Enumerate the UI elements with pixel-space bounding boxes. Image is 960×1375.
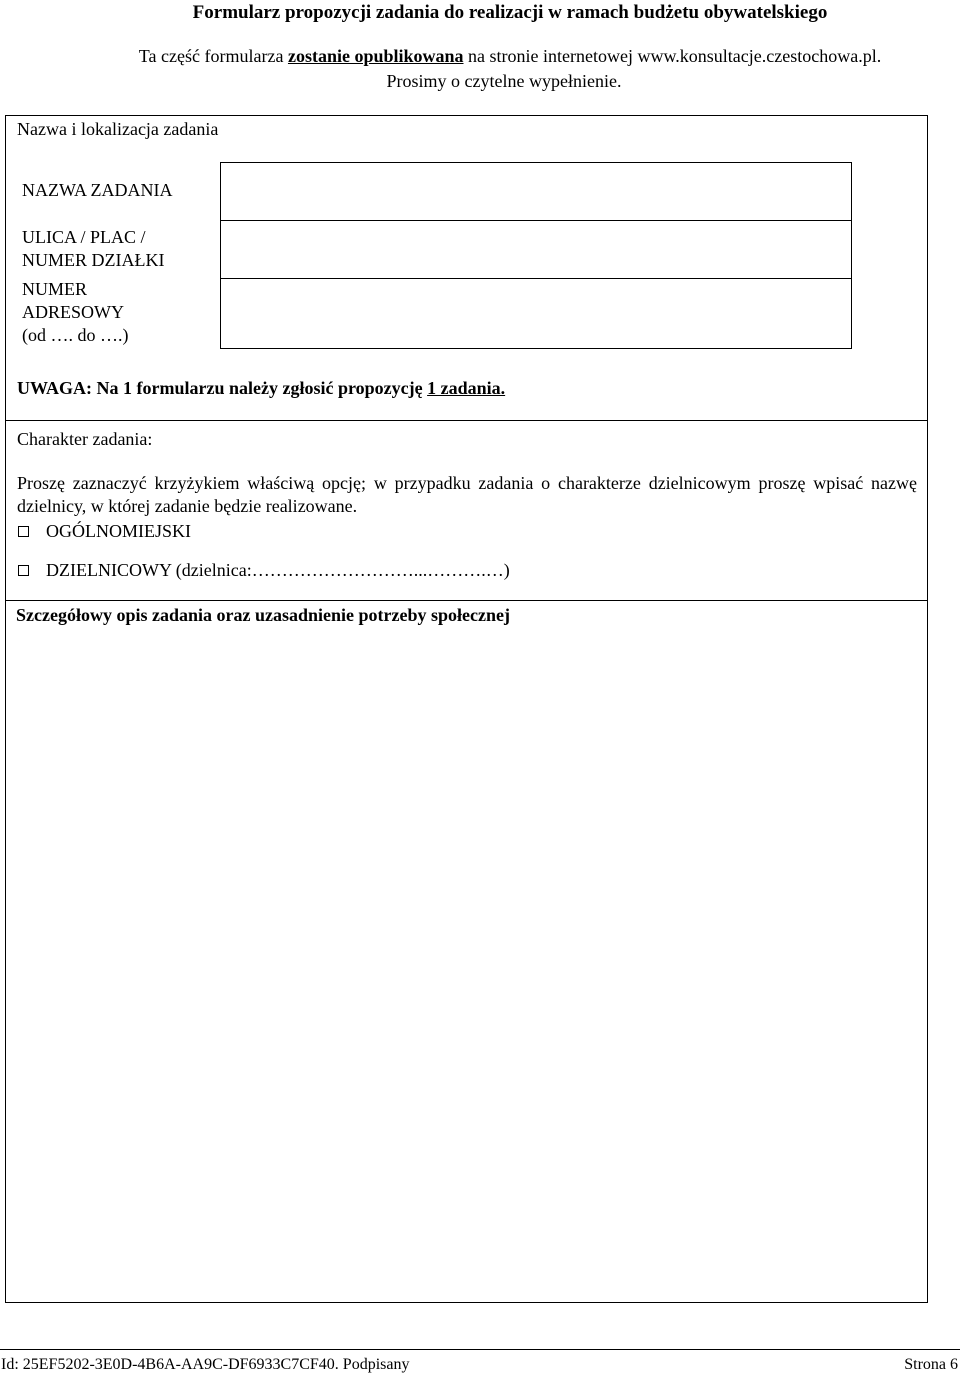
- footer-divider: [0, 1349, 960, 1350]
- address-number-label-line2: ADRESOWY: [22, 302, 124, 322]
- form-title: Formularz propozycji zadania do realizacji w ramach budżetu obywatelskiego: [192, 2, 828, 23]
- character-instructions: Proszę zaznaczyć krzyżykiem właściwą opcję; w przypadku zadania o charakterze dzielnicowym proszę wpisać nazwę dzielnicy, w której zadanie będzie realizowane.: [17, 473, 917, 516]
- page-number: Strona 6: [904, 1356, 958, 1373]
- option-district[interactable]: [17, 559, 510, 581]
- location-table: [14, 162, 852, 349]
- district-checkbox[interactable]: [18, 565, 29, 576]
- address-number-label: [14, 278, 220, 350]
- street-plot-field[interactable]: [220, 220, 852, 279]
- district-label: DZIELNICOWY (dzielnica:………………………...……….…): [46, 560, 510, 580]
- task-name-label: NAZWA ZADANIA: [22, 180, 173, 200]
- character-section-label: Charakter zadania:: [17, 429, 153, 449]
- citywide-checkbox[interactable]: [18, 526, 29, 537]
- publication-notice-prefix: Ta część formularza: [138, 46, 288, 66]
- option-citywide[interactable]: [17, 520, 191, 542]
- address-number-label-line3: (od …. do ….): [22, 325, 129, 345]
- one-task-warning: [17, 377, 505, 399]
- address-number-label-line1: NUMER: [22, 279, 88, 299]
- description-field[interactable]: [6, 632, 926, 1300]
- citywide-label: OGÓLNOMIEJSKI: [46, 521, 191, 541]
- description-section-label: Szczegółowy opis zadania oraz uzasadnienie potrzeby społecznej: [16, 605, 510, 625]
- publication-notice-suffix: na stronie internetowej www.konsultacje.czestochowa.pl.: [463, 46, 882, 66]
- one-task-warning-emphasis: 1 zadania.: [427, 378, 506, 398]
- task-name-field[interactable]: [220, 162, 852, 221]
- street-plot-label-line2: NUMER DZIAŁKI: [22, 250, 165, 270]
- fill-instruction: Prosimy o czytelne wypełnienie.: [386, 71, 622, 91]
- street-plot-label: [14, 226, 220, 276]
- publication-notice-emphasis: zostanie opublikowana: [287, 46, 464, 66]
- one-task-warning-prefix: UWAGA: Na 1 formularzu należy zgłosić propozycję: [17, 378, 428, 398]
- location-section-label: Nazwa i lokalizacja zadania: [17, 119, 219, 139]
- publication-notice: [0, 45, 960, 67]
- street-plot-label-line1: ULICA / PLAC /: [22, 227, 146, 247]
- document-id: Id: 25EF5202-3E0D-4B6A-AA9C-DF6933C7CF40. Podpisany: [1, 1356, 410, 1373]
- address-number-field[interactable]: [220, 278, 852, 349]
